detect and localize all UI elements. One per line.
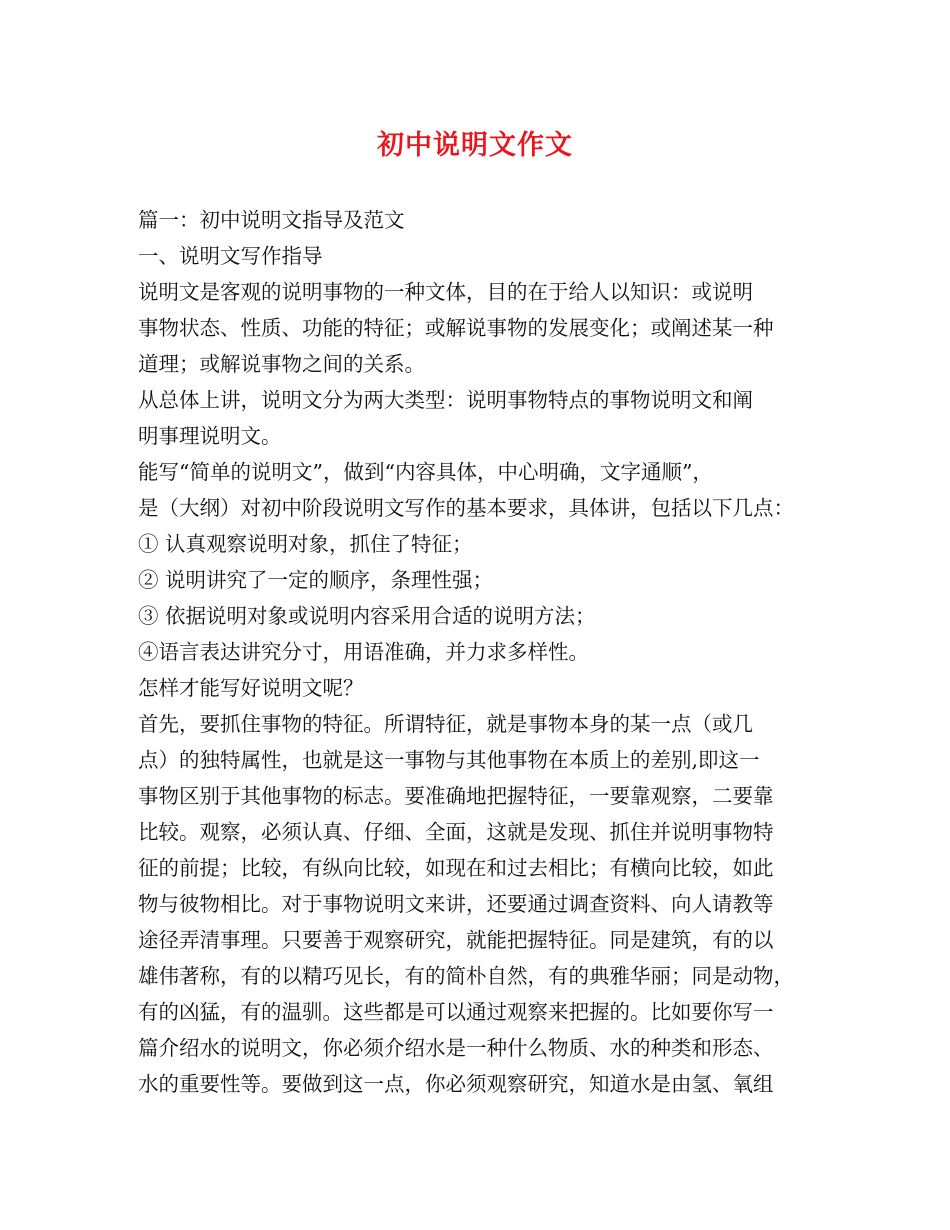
text-line: 物与彼物相比。对于事物说明文来讲，还要通过调查资料、向人请教等 xyxy=(138,892,774,916)
text-line: 从总体上讲，说明文分为两大类型：说明事物特点的事物说明文和阐 xyxy=(138,388,753,412)
text-line: ③ 依据说明对象或说明内容采用合适的说明方法； xyxy=(138,604,596,628)
text-line: 途径弄清事理。只要善于观察研究，就能把握特征。同是建筑，有的以 xyxy=(138,928,774,952)
text-line: 征的前提；比较，有纵向比较，如现在和过去相比；有横向比较，如此 xyxy=(138,856,774,880)
text-line: 首先，要抓住事物的特征。所谓特征，就是事物本身的某一点（或几 xyxy=(138,712,753,736)
text-line: 有的凶猛，有的温驯。这些都是可以通过观察来把握的。比如要你写一 xyxy=(138,1000,774,1024)
text-line: 一、说明文写作指导 xyxy=(138,244,323,268)
text-line: 水的重要性等。要做到这一点，你必须观察研究，知道水是由氢、氧组 xyxy=(138,1072,774,1096)
text-line: 事物区别于其他事物的标志。要准确地把握特征，一要靠观察，二要靠 xyxy=(138,784,774,808)
text-line: ② 说明讲究了一定的顺序，条理性强； xyxy=(138,568,494,592)
document-body xyxy=(138,202,828,1102)
text-line: 篇介绍水的说明文，你必须介绍水是一种什么物质、水的种类和形态、 xyxy=(138,1036,774,1060)
text-line: 点）的独特属性，也就是这一事物与其他事物在本质上的差别,即这一 xyxy=(138,748,760,772)
text-line: 事物状态、性质、功能的特征；或解说事物的发展变化；或阐述某一种 xyxy=(138,316,774,340)
text-line: 能写“简单的说明文”，做到“内容具体，中心明确，文字通顺”， xyxy=(138,460,713,484)
document-title: 初中说明文作文 xyxy=(377,130,573,161)
text-line: 雄伟著称，有的以精巧见长，有的简朴自然，有的典雅华丽；同是动物， xyxy=(138,964,794,988)
text-line: 比较。观察，必须认真、仔细、全面，这就是发现、抓住并说明事物特 xyxy=(138,820,774,844)
text-line: ④语言表达讲究分寸，用语准确，并力求多样性。 xyxy=(138,640,589,664)
text-line: ① 认真观察说明对象，抓住了特征； xyxy=(138,532,473,556)
text-line: 是（大纲）对初中阶段说明文写作的基本要求，具体讲，包括以下几点： xyxy=(138,496,794,520)
text-line: 篇一：初中说明文指导及范文 xyxy=(138,208,405,232)
text-line: 怎样才能写好说明文呢？ xyxy=(138,676,364,700)
text-line: 说明文是客观的说明事物的一种文体，目的在于给人以知识：或说明 xyxy=(138,280,753,304)
text-line: 道理；或解说事物之间的关系。 xyxy=(138,352,425,376)
text-line: 明事理说明文。 xyxy=(138,424,282,448)
